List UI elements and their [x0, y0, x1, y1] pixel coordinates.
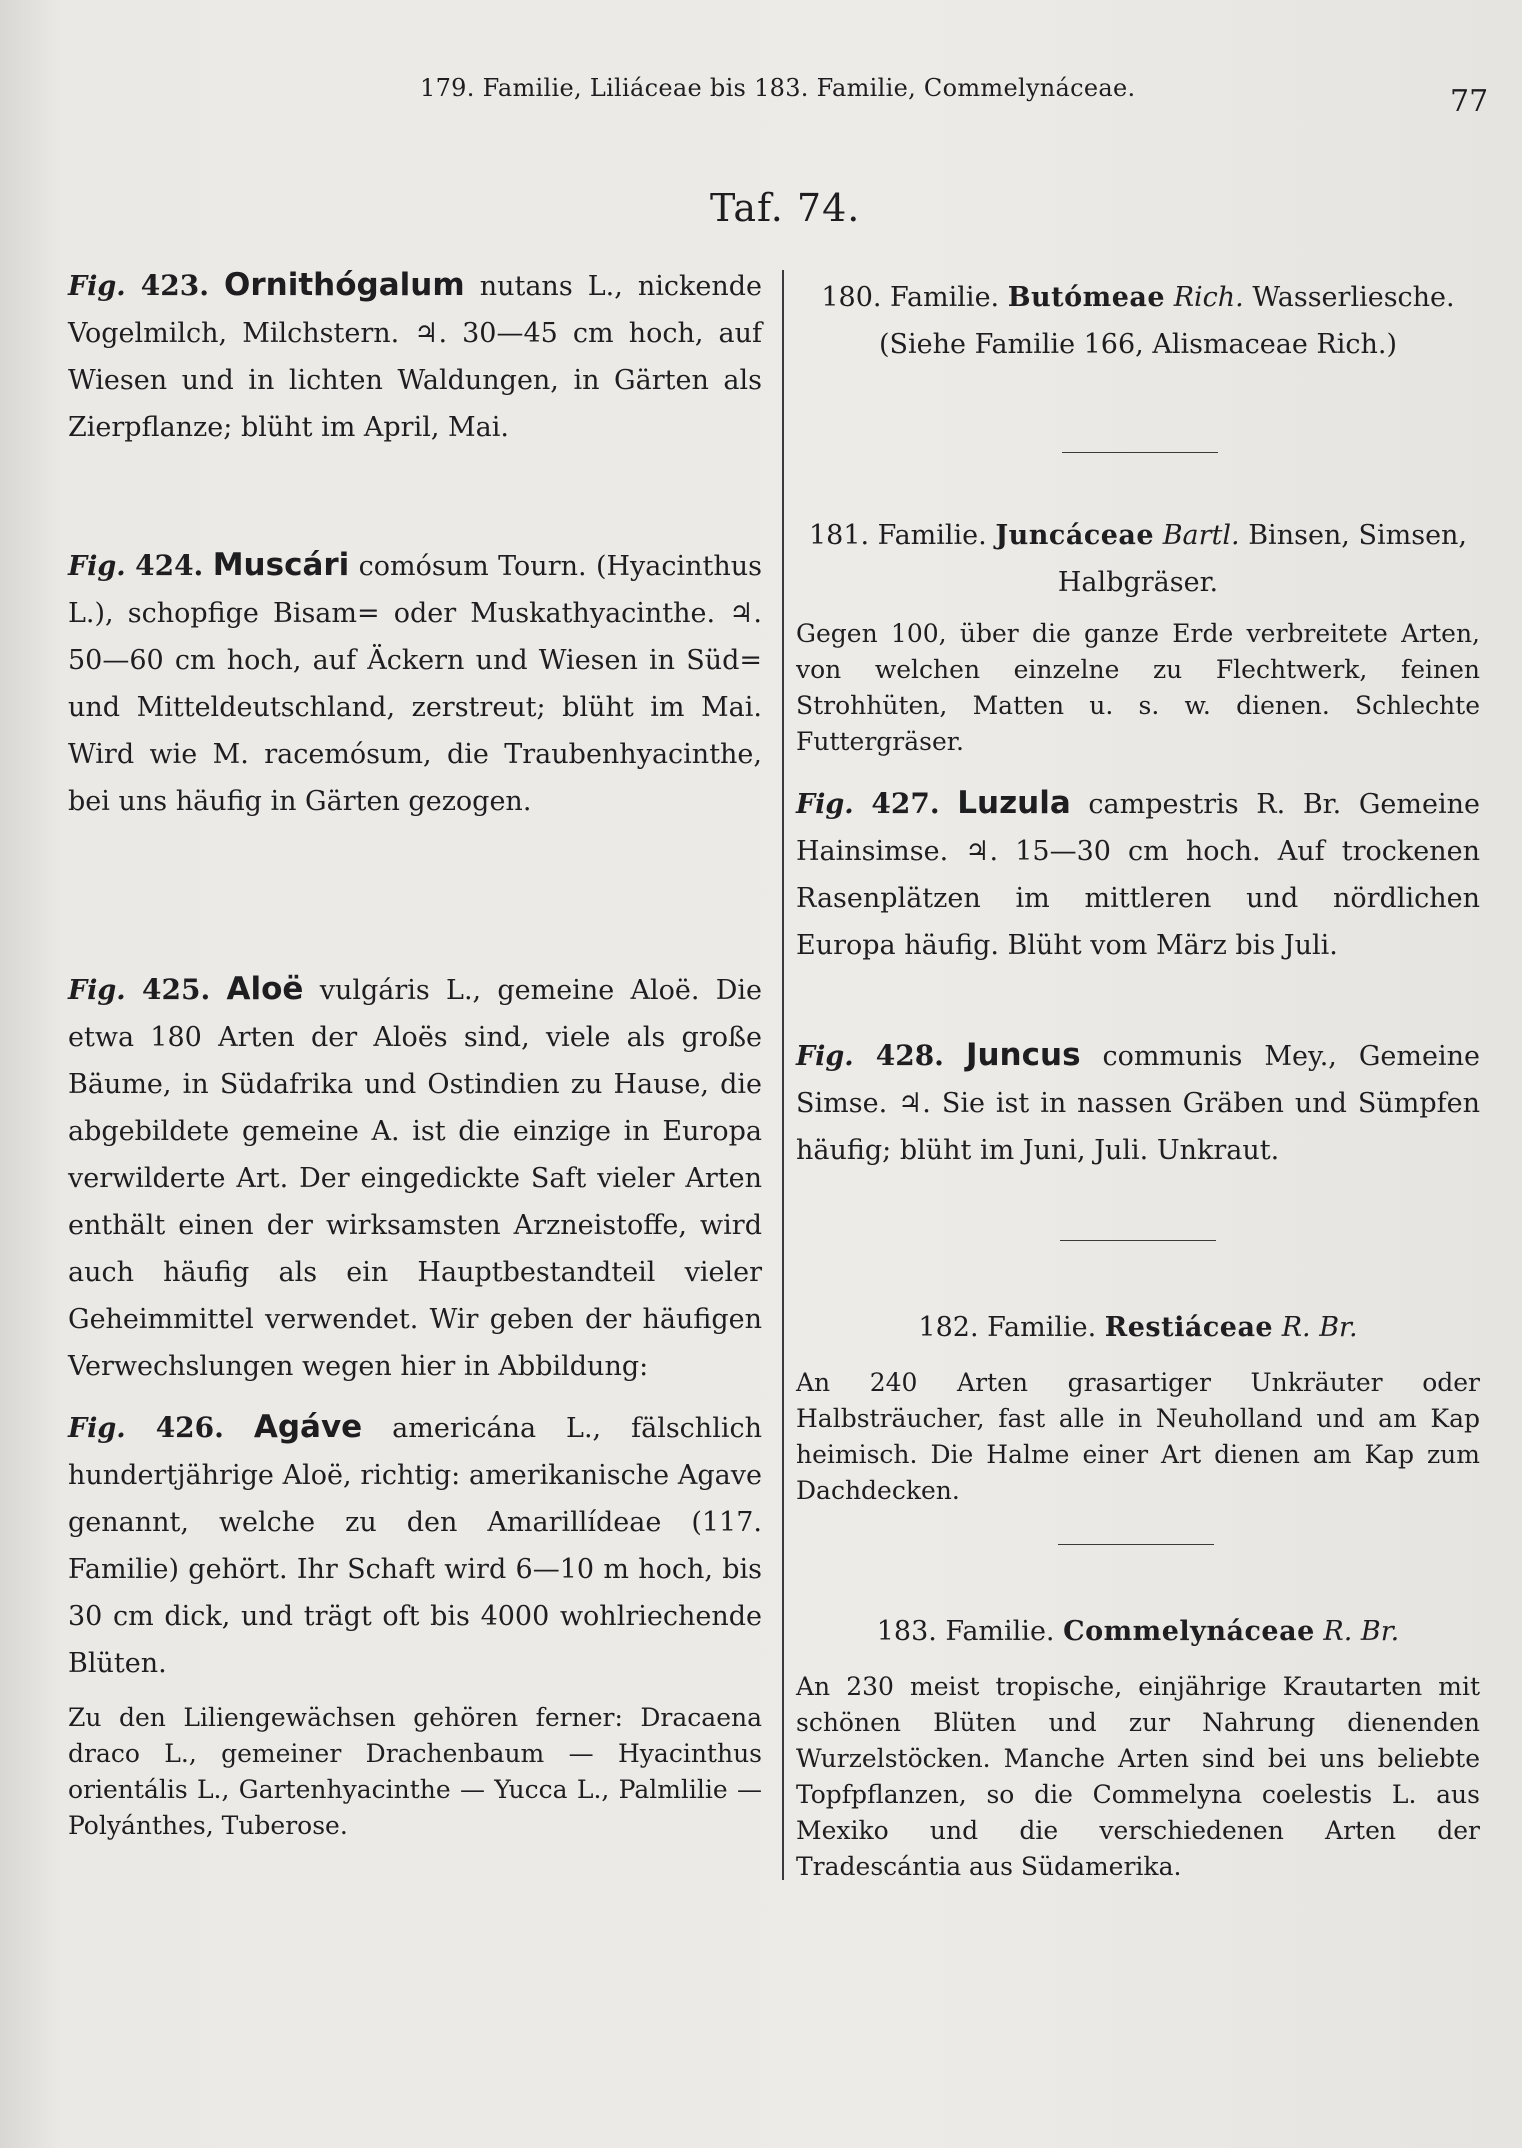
family-description: An 240 Arten grasartiger Unkräuter oder Halbsträucher, fast alle in Neuholland und am Kap heimisch. Die Halme einer Art dienen am Kap zum Dachdecken.	[796, 1368, 1480, 1505]
entry-fig-427	[796, 780, 1480, 969]
genus-name: Luzula	[957, 785, 1071, 821]
fig-number: 426.	[155, 1411, 224, 1444]
fig-label: Fig.	[68, 975, 126, 1006]
page-number: 77	[1450, 84, 1489, 119]
entry-text: nutans L., nickende Vogelmilch, Milchstern. ♃. 30—45 cm hoch, auf Wiesen und in lichten Waldungen, in Gärten als Zierpflanze; blüht im April, Mai.	[68, 271, 762, 443]
genus-name: Ornithógalum	[224, 267, 465, 303]
entry-text: communis Mey., Gemeine Simse. ♃. Sie ist in nassen Gräben und Sümpfen häufig; blüht im Juni, Juli. Unkraut.	[796, 1041, 1480, 1166]
fig-label: Fig.	[796, 1041, 854, 1072]
genus-name: Juncus	[965, 1037, 1081, 1073]
family-description: An 230 meist tropische, einjährige Krautarten mit schönen Blüten und zur Nahrung dienenden Wurzelstöcken. Manche Arten sind bei uns beliebte Topfpflanzen, so die Commelyna coelestis L. aus Mexiko und die verschiedenen Arten der Tradescántia aus Südamerika.	[796, 1672, 1480, 1881]
family-author: Bartl.	[1162, 520, 1240, 551]
family-author: R. Br.	[1281, 1312, 1358, 1343]
family-183	[796, 1608, 1480, 1885]
family-author: R. Br.	[1323, 1616, 1400, 1647]
fig-number: 423.	[140, 269, 209, 302]
family-prefix: 180. Familie.	[821, 282, 1000, 313]
fig-number: 427.	[871, 787, 940, 820]
family-name: Butómeae	[1007, 282, 1166, 313]
family-prefix: 181. Familie.	[808, 520, 987, 551]
entry-fig-423	[68, 262, 762, 451]
family-description: Gegen 100, über die ganze Erde verbreitete Arten, von welchen einzelne zu Flechtwerk, feinen Strohhüten, Matten u. s. w. dienen. Schlechte Futtergräser.	[796, 619, 1480, 756]
entry-fig-426	[68, 1404, 762, 1687]
genus-name: Agáve	[253, 1409, 363, 1445]
section-divider	[1062, 452, 1218, 453]
family-name: Restiáceae	[1104, 1312, 1274, 1343]
entry-text: campestris R. Br. Gemeine Hainsimse. ♃. 15—30 cm hoch. Auf trockenen Rasenplätzen im mittleren und nördlichen Europa häufig. Blüht vom März bis Juli.	[796, 789, 1480, 961]
family-see-also: (Siehe Familie 166, Alismaceae Rich.)	[878, 329, 1398, 360]
fig-label: Fig.	[68, 1413, 126, 1444]
section-divider	[1058, 1544, 1214, 1545]
family-author: Rich.	[1173, 282, 1244, 313]
family-common-name: Wasserliesche.	[1252, 282, 1455, 313]
family-name: Commelynáceae	[1063, 1616, 1315, 1647]
entry-text: comósum Tourn. (Hyacinthus L.), schopfige Bisam= oder Muskathyacinthe. ♃. 50—60 cm hoch, auf Äckern und Wiesen in Süd= und Mitteldeutschland, zerstreut; blüht im Mai. Wird wie M. racemósum, die Traubenhyacinthe, bei uns häufig in Gärten gezogen.	[68, 551, 763, 817]
fig-number: 428.	[875, 1039, 944, 1072]
family-prefix: 183. Familie.	[876, 1616, 1055, 1647]
entry-fig-428	[796, 1032, 1480, 1174]
entry-fig-425	[68, 966, 762, 1390]
family-180	[796, 274, 1480, 368]
family-181	[796, 512, 1480, 760]
genus-name: Muscári	[212, 547, 350, 583]
liliaceae-note	[68, 1700, 762, 1844]
family-prefix: 182. Familie.	[918, 1312, 1097, 1343]
genus-name: Aloë	[226, 971, 304, 1007]
entry-text: americána L., fälschlich hundertjährige Aloë, richtig: amerikanische Agave genannt, welche zu den Amarillídeae (117. Familie) gehört. Ihr Schaft wird 6—10 m hoch, bis 30 cm dick, und trägt oft bis 4000 wohlriechende Blüten.	[68, 1413, 762, 1679]
family-182	[796, 1304, 1480, 1509]
fig-number: 424.	[135, 549, 204, 582]
fig-number: 425.	[142, 973, 211, 1006]
section-divider	[1060, 1240, 1216, 1241]
fig-label: Fig.	[68, 271, 126, 302]
fig-label: Fig.	[796, 789, 854, 820]
family-name: Juncáceae	[995, 520, 1155, 551]
running-title: 179. Familie, Liliáceae bis 183. Familie, Commelynáceae.	[420, 74, 1136, 102]
note-text: Zu den Liliengewächsen gehören ferner: Dracaena draco L., gemeiner Drachenbaum — Hyacinthus orientális L., Gartenhyacinthe — Yucca L., Palmlilie — Polyánthes, Tuberose.	[68, 1703, 762, 1840]
column-divider	[782, 270, 784, 1880]
plate-title: Taf. 74.	[710, 186, 861, 230]
entry-text: vulgáris L., gemeine Aloë. Die etwa 180 Arten der Aloës sind, viele als große Bäume, in Südafrika und Ostindien zu Hause, die abgebildete gemeine A. ist die einzige in Europa verwilderte Art. Der eingedickte Saft vieler Arten enthält einen der wirksamsten Arzneistoffe, wird auch häufig als ein Hauptbestandteil vieler Geheimmittel verwendet. Wir geben der häufigen Verwechslungen wegen hier in Abbildung:	[68, 975, 762, 1382]
family-common-name: Binsen, Simsen, Halbgräser.	[1057, 520, 1468, 598]
entry-fig-424	[68, 542, 762, 825]
fig-label: Fig.	[68, 551, 126, 582]
